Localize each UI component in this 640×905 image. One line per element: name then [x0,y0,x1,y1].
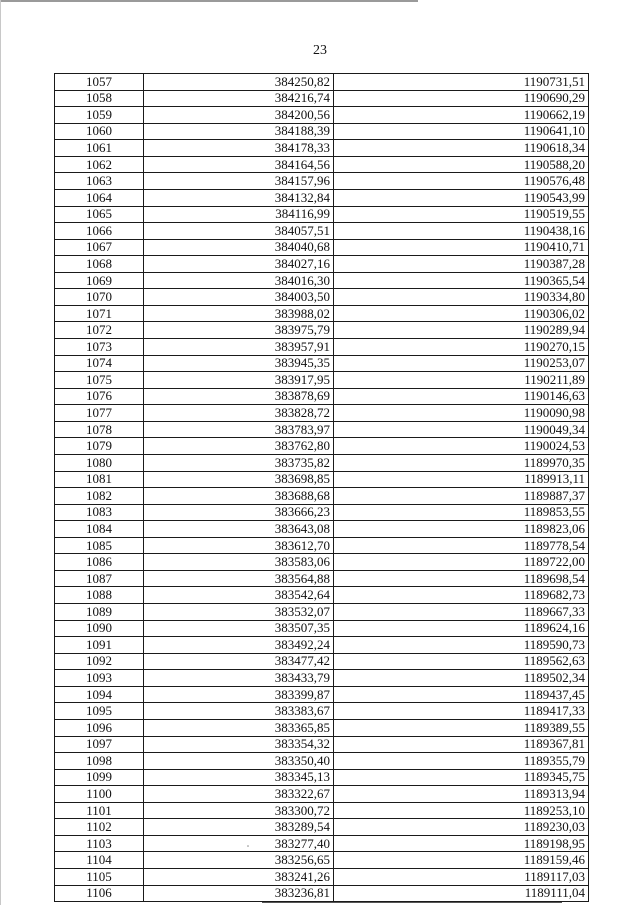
y-coordinate-cell: 1190588,20 [334,156,589,173]
x-coordinate-cell: 383236,81 [144,885,334,902]
x-coordinate-cell: 383698,85 [144,471,334,488]
y-coordinate-cell: 1190690,29 [334,90,589,107]
table-row [55,322,589,339]
x-coordinate-cell: 383878,69 [144,388,334,405]
point-number-cell: 1096 [55,719,144,736]
table-row [55,223,589,240]
x-coordinate-cell: 384188,39 [144,123,334,140]
point-number-cell: 1092 [55,653,144,670]
table-row [55,570,589,587]
table-row [55,504,589,521]
point-number-cell: 1063 [55,173,144,190]
x-coordinate-cell: 383289,54 [144,819,334,836]
point-number-cell: 1090 [55,620,144,637]
table-row [55,156,589,173]
x-coordinate-cell: 383988,02 [144,305,334,322]
point-number-cell: 1080 [55,454,144,471]
point-number-cell: 1064 [55,189,144,206]
x-coordinate-cell: 383666,23 [144,504,334,521]
point-number-cell: 1062 [55,156,144,173]
y-coordinate-cell: 1190519,55 [334,206,589,223]
x-coordinate-cell: 383277,40 [144,835,334,852]
table-row [55,140,589,157]
point-number-cell: 1106 [55,885,144,902]
x-coordinate-cell: 383241,26 [144,869,334,886]
x-coordinate-cell: 383350,40 [144,753,334,770]
x-coordinate-cell: 383542,64 [144,587,334,604]
x-coordinate-cell: 384027,16 [144,256,334,273]
table-row [55,686,589,703]
table-row [55,637,589,654]
point-number-cell: 1071 [55,305,144,322]
table-row [55,107,589,124]
y-coordinate-cell: 1190146,63 [334,388,589,405]
y-coordinate-cell: 1189778,54 [334,537,589,554]
table-row [55,835,589,852]
y-coordinate-cell: 1190334,80 [334,289,589,306]
point-number-cell: 1088 [55,587,144,604]
table-row [55,620,589,637]
point-number-cell: 1068 [55,256,144,273]
point-number-cell: 1099 [55,769,144,786]
table-row [55,90,589,107]
y-coordinate-cell: 1190365,54 [334,272,589,289]
table-row [55,272,589,289]
point-number-cell: 1070 [55,289,144,306]
y-coordinate-cell: 1190387,28 [334,256,589,273]
y-coordinate-cell: 1189823,06 [334,521,589,538]
x-coordinate-cell: 384200,56 [144,107,334,124]
x-coordinate-cell: 383256,65 [144,852,334,869]
y-coordinate-cell: 1189698,54 [334,570,589,587]
table-row [55,653,589,670]
x-coordinate-cell: 384057,51 [144,223,334,240]
x-coordinate-cell: 384116,99 [144,206,334,223]
table-row [55,719,589,736]
table-row [55,239,589,256]
table-row [55,786,589,803]
point-number-cell: 1069 [55,272,144,289]
y-coordinate-cell: 1190641,10 [334,123,589,140]
y-coordinate-cell: 1189230,03 [334,819,589,836]
table-row [55,388,589,405]
table-row [55,454,589,471]
x-coordinate-cell: 383399,87 [144,686,334,703]
x-coordinate-cell: 384132,84 [144,189,334,206]
table-row [55,372,589,389]
y-coordinate-cell: 1190410,71 [334,239,589,256]
point-number-cell: 1074 [55,355,144,372]
y-coordinate-cell: 1189117,03 [334,869,589,886]
table-row [55,206,589,223]
x-coordinate-cell: 383762,80 [144,438,334,455]
point-number-cell: 1086 [55,554,144,571]
x-coordinate-cell: 383365,85 [144,719,334,736]
point-number-cell: 1057 [55,74,144,91]
point-number-cell: 1083 [55,504,144,521]
x-coordinate-cell: 384178,33 [144,140,334,157]
y-coordinate-cell: 1190270,15 [334,339,589,356]
x-coordinate-cell: 384250,82 [144,74,334,91]
point-number-cell: 1094 [55,686,144,703]
point-number-cell: 1072 [55,322,144,339]
y-coordinate-cell: 1189437,45 [334,686,589,703]
table-row [55,885,589,902]
x-coordinate-cell: 383433,79 [144,670,334,687]
table-row [55,123,589,140]
table-row [55,339,589,356]
table-row [55,173,589,190]
y-coordinate-cell: 1190543,99 [334,189,589,206]
y-coordinate-cell: 1190576,48 [334,173,589,190]
x-coordinate-cell: 383583,06 [144,554,334,571]
y-coordinate-cell: 1190618,34 [334,140,589,157]
table-row [55,256,589,273]
x-coordinate-cell: 383957,91 [144,339,334,356]
y-coordinate-cell: 1190211,89 [334,372,589,389]
y-coordinate-cell: 1189682,73 [334,587,589,604]
y-coordinate-cell: 1190049,34 [334,421,589,438]
point-number-cell: 1095 [55,703,144,720]
point-number-cell: 1103 [55,835,144,852]
x-coordinate-cell: 383492,24 [144,637,334,654]
x-coordinate-cell: 383945,35 [144,355,334,372]
y-coordinate-cell: 1190438,16 [334,223,589,240]
table-row [55,604,589,621]
y-coordinate-cell: 1190253,07 [334,355,589,372]
y-coordinate-cell: 1189913,11 [334,471,589,488]
point-number-cell: 1085 [55,537,144,554]
table-row [55,587,589,604]
y-coordinate-cell: 1190024,53 [334,438,589,455]
table-row [55,405,589,422]
table-row [55,438,589,455]
x-coordinate-cell: 384164,56 [144,156,334,173]
y-coordinate-cell: 1189389,55 [334,719,589,736]
x-coordinate-cell: 383345,13 [144,769,334,786]
y-coordinate-cell: 1190662,19 [334,107,589,124]
x-coordinate-cell: 383354,32 [144,736,334,753]
x-coordinate-cell: 384003,50 [144,289,334,306]
table-row [55,289,589,306]
y-coordinate-cell: 1189367,81 [334,736,589,753]
x-coordinate-cell: 383612,70 [144,537,334,554]
x-coordinate-cell: 383735,82 [144,454,334,471]
x-coordinate-cell: 383688,68 [144,488,334,505]
y-coordinate-cell: 1189590,73 [334,637,589,654]
y-coordinate-cell: 1189313,94 [334,786,589,803]
table-row [55,305,589,322]
table-row [55,521,589,538]
point-number-cell: 1059 [55,107,144,124]
x-coordinate-cell: 384216,74 [144,90,334,107]
point-number-cell: 1102 [55,819,144,836]
x-coordinate-cell: 383783,97 [144,421,334,438]
point-number-cell: 1084 [55,521,144,538]
point-number-cell: 1082 [55,488,144,505]
point-number-cell: 1079 [55,438,144,455]
table-row [55,753,589,770]
x-coordinate-cell: 383975,79 [144,322,334,339]
y-coordinate-cell: 1189198,95 [334,835,589,852]
point-number-cell: 1076 [55,388,144,405]
y-coordinate-cell: 1190289,94 [334,322,589,339]
x-coordinate-cell: 383917,95 [144,372,334,389]
x-coordinate-cell: 383828,72 [144,405,334,422]
point-number-cell: 1061 [55,140,144,157]
table-row [55,189,589,206]
point-number-cell: 1100 [55,786,144,803]
y-coordinate-cell: 1190731,51 [334,74,589,91]
x-coordinate-cell: 383383,67 [144,703,334,720]
scan-bottom-edge-line [262,902,562,903]
table-row [55,74,589,91]
x-coordinate-cell: 384040,68 [144,239,334,256]
point-number-cell: 1101 [55,802,144,819]
coordinates-table-body [55,74,589,902]
point-number-cell: 1060 [55,123,144,140]
point-number-cell: 1077 [55,405,144,422]
table-row [55,355,589,372]
y-coordinate-cell: 1189253,10 [334,802,589,819]
x-coordinate-cell: 383532,07 [144,604,334,621]
point-number-cell: 1075 [55,372,144,389]
point-number-cell: 1078 [55,421,144,438]
y-coordinate-cell: 1189111,04 [334,885,589,902]
x-coordinate-cell: 383564,88 [144,570,334,587]
point-number-cell: 1091 [55,637,144,654]
y-coordinate-cell: 1189562,63 [334,653,589,670]
x-coordinate-cell: 383477,42 [144,653,334,670]
table-row [55,703,589,720]
y-coordinate-cell: 1189722,00 [334,554,589,571]
table-row [55,819,589,836]
table-row [55,670,589,687]
y-coordinate-cell: 1189887,37 [334,488,589,505]
x-coordinate-cell: 383643,08 [144,521,334,538]
table-row [55,554,589,571]
point-number-cell: 1067 [55,239,144,256]
point-number-cell: 1105 [55,869,144,886]
x-coordinate-cell: 384016,30 [144,272,334,289]
y-coordinate-cell: 1189502,34 [334,670,589,687]
table-row [55,769,589,786]
x-coordinate-cell: 383300,72 [144,802,334,819]
point-number-cell: 1089 [55,604,144,621]
point-number-cell: 1098 [55,753,144,770]
scan-top-edge-line [0,0,418,2]
x-coordinate-cell: 384157,96 [144,173,334,190]
coordinates-table [54,73,589,902]
point-number-cell: 1097 [55,736,144,753]
y-coordinate-cell: 1189417,33 [334,703,589,720]
table-row [55,488,589,505]
y-coordinate-cell: 1189970,35 [334,454,589,471]
table-row [55,869,589,886]
y-coordinate-cell: 1190090,98 [334,405,589,422]
point-number-cell: 1087 [55,570,144,587]
point-number-cell: 1104 [55,852,144,869]
point-number-cell: 1065 [55,206,144,223]
point-number-cell: 1073 [55,339,144,356]
y-coordinate-cell: 1189853,55 [334,504,589,521]
point-number-cell: 1066 [55,223,144,240]
y-coordinate-cell: 1189624,16 [334,620,589,637]
y-coordinate-cell: 1189355,79 [334,753,589,770]
point-number-cell: 1093 [55,670,144,687]
table-row [55,421,589,438]
table-row [55,852,589,869]
y-coordinate-cell: 1189159,46 [334,852,589,869]
x-coordinate-cell: 383507,35 [144,620,334,637]
scan-left-edge-line [0,0,1,905]
x-coordinate-cell: 383322,67 [144,786,334,803]
y-coordinate-cell: 1190306,02 [334,305,589,322]
y-coordinate-cell: 1189345,75 [334,769,589,786]
page-number: 23 [313,43,327,58]
table-row [55,736,589,753]
point-number-cell: 1081 [55,471,144,488]
point-number-cell: 1058 [55,90,144,107]
table-row [55,471,589,488]
y-coordinate-cell: 1189667,33 [334,604,589,621]
table-row [55,537,589,554]
table-row [55,802,589,819]
